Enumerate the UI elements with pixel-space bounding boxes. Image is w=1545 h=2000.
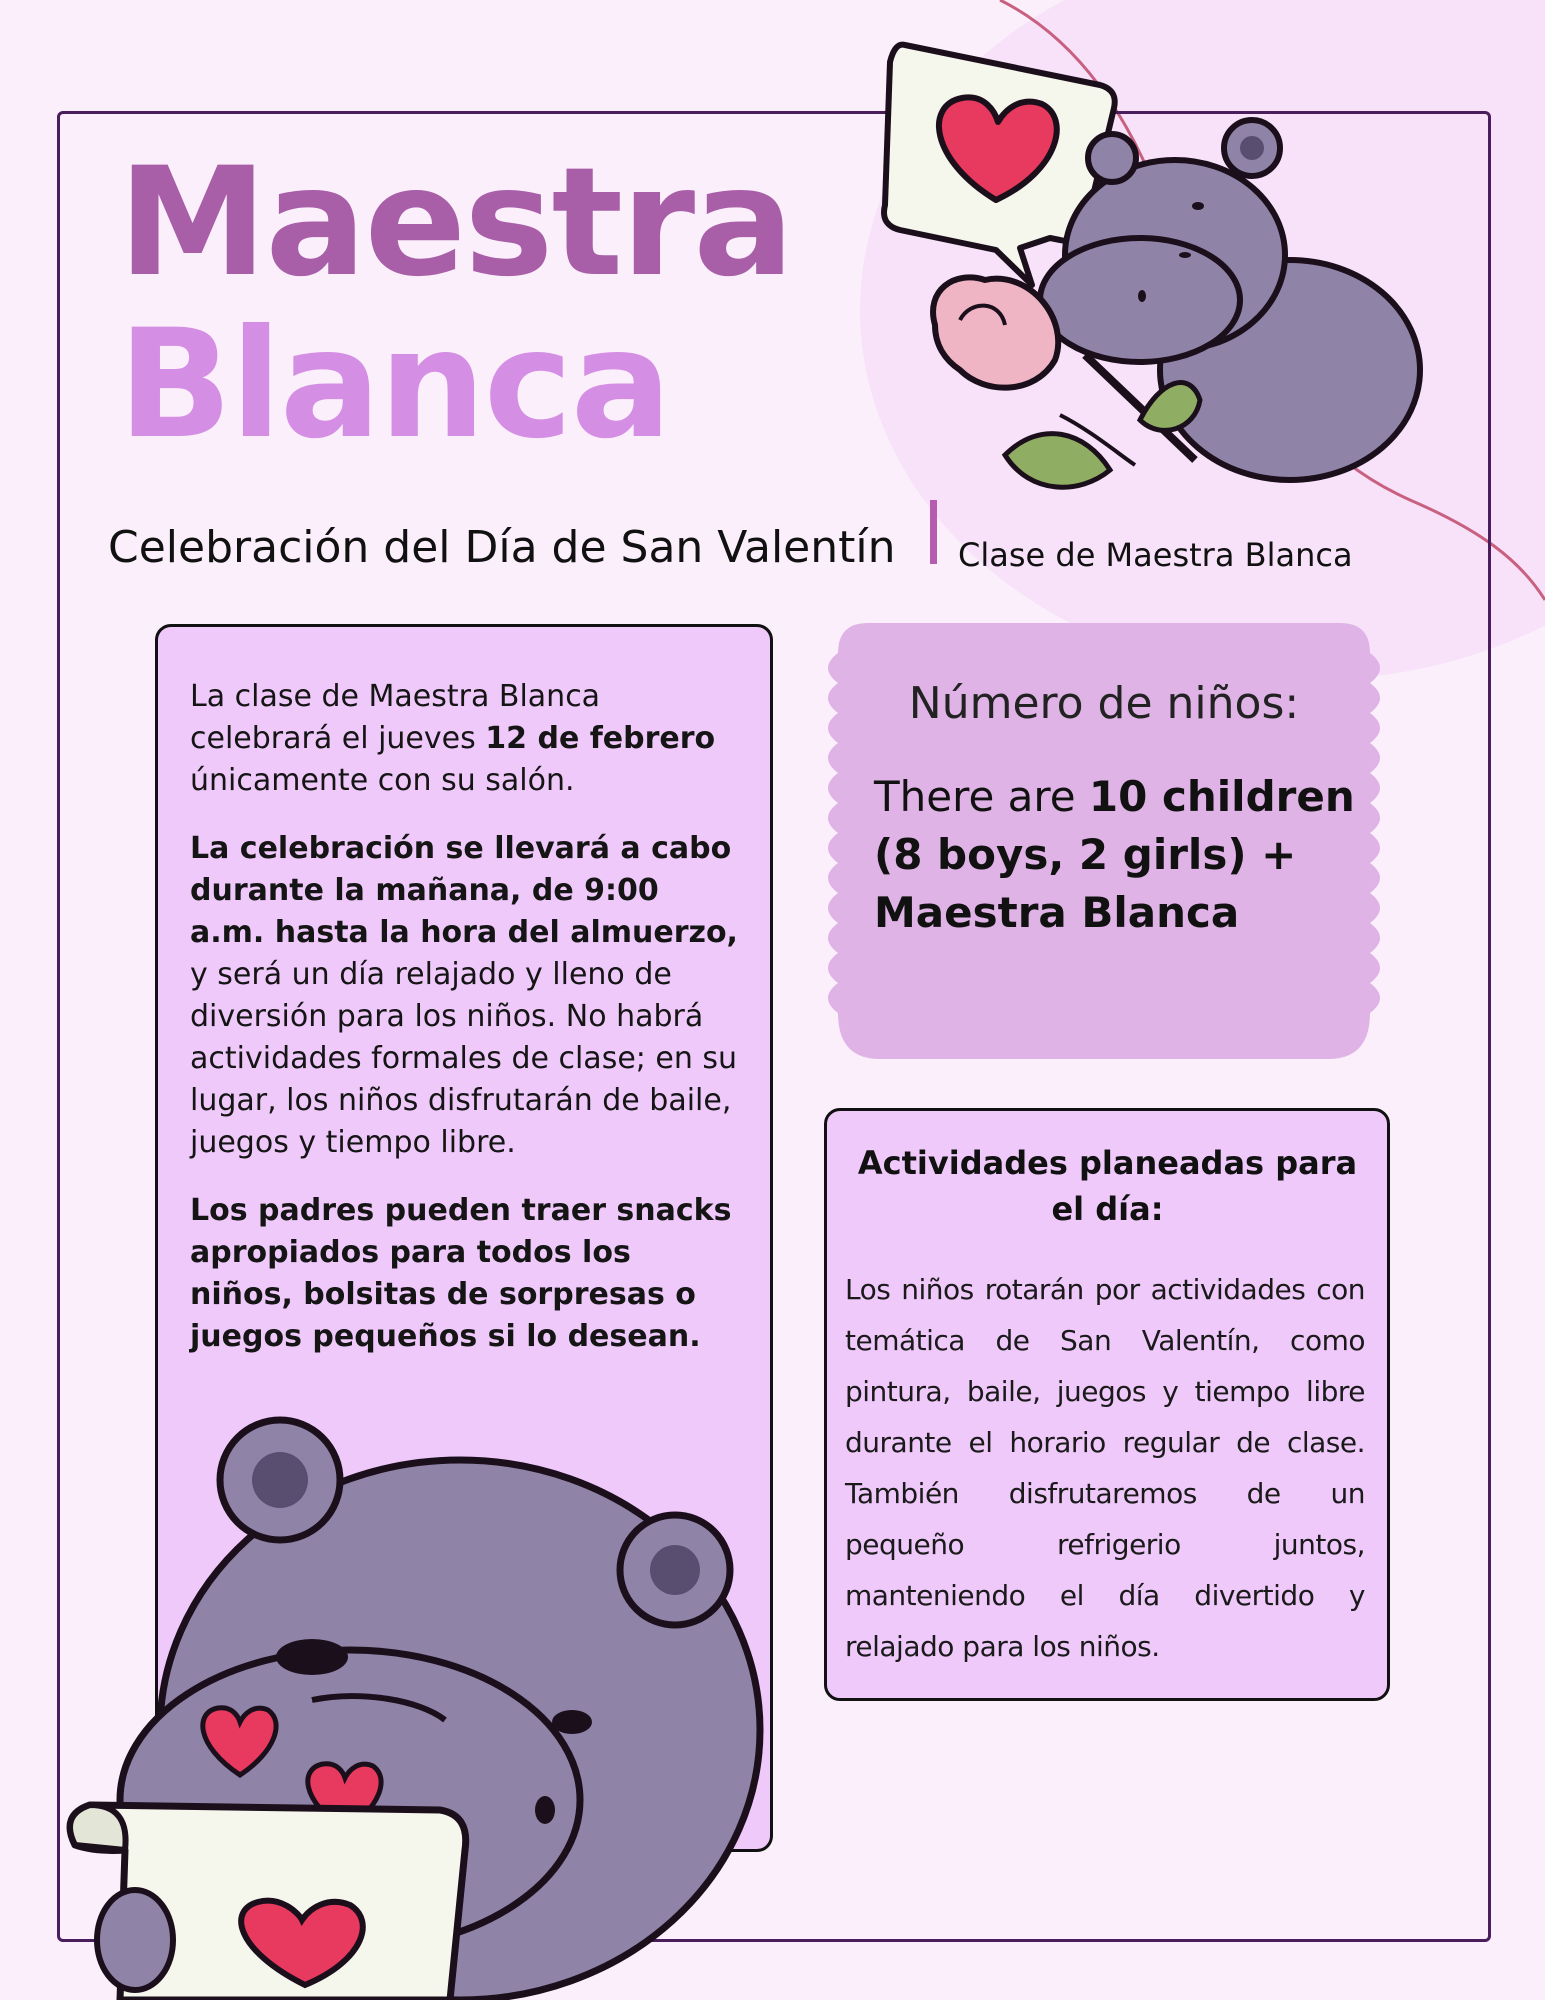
info-schedule: La celebración se llevará a cabo durante la mañana, de 9:00 a.m. hasta la hora del almuerzo, [190,831,738,950]
class-label: Clase de Maestra Blanca [958,536,1353,574]
title-line-2: Blanca [118,298,670,472]
info-parents-note: Los padres pueden traer snacks apropiados para todos los niños, bolsitas de sorpresas o juegos pequeños si lo desean. [190,1193,732,1354]
info-p1-text: La clase de Maestra Blanca celebrará el jueves [190,679,601,756]
children-count-value: 10 children (8 boys, 2 girls) + Maestra Blanca [874,772,1355,937]
title-line-1: Maestra [118,136,793,310]
activities-body: Los niños rotarán por actividades con temática de San Valentín, como pintura, baile, juegos y tiempo libre durante el horario regular de clase. También disfrutaremos de un pequeño refrigerio juntos, manteniendo el día divertido y relajado para los niños. [845,1273,1365,1663]
children-count-title: Número de niños: [908,678,1300,729]
info-date: 12 de febrero [485,721,716,756]
info-p2-text: y será un día relajado y lleno de diversión para los niños. No habrá actividades formales de clase; en su lugar, los niños disfrutarán de baile, juegos y tiempo libre. [190,957,738,1160]
children-count-text [874,768,1364,942]
children-count-prefix: There are [874,772,1089,821]
activities-title: Actividades planeadas para el día: [857,1144,1358,1228]
event-subtitle: Celebración del Día de San Valentín [108,522,896,573]
info-p1-end: únicamente con su salón. [190,763,575,798]
letter-icon [70,1805,466,2000]
